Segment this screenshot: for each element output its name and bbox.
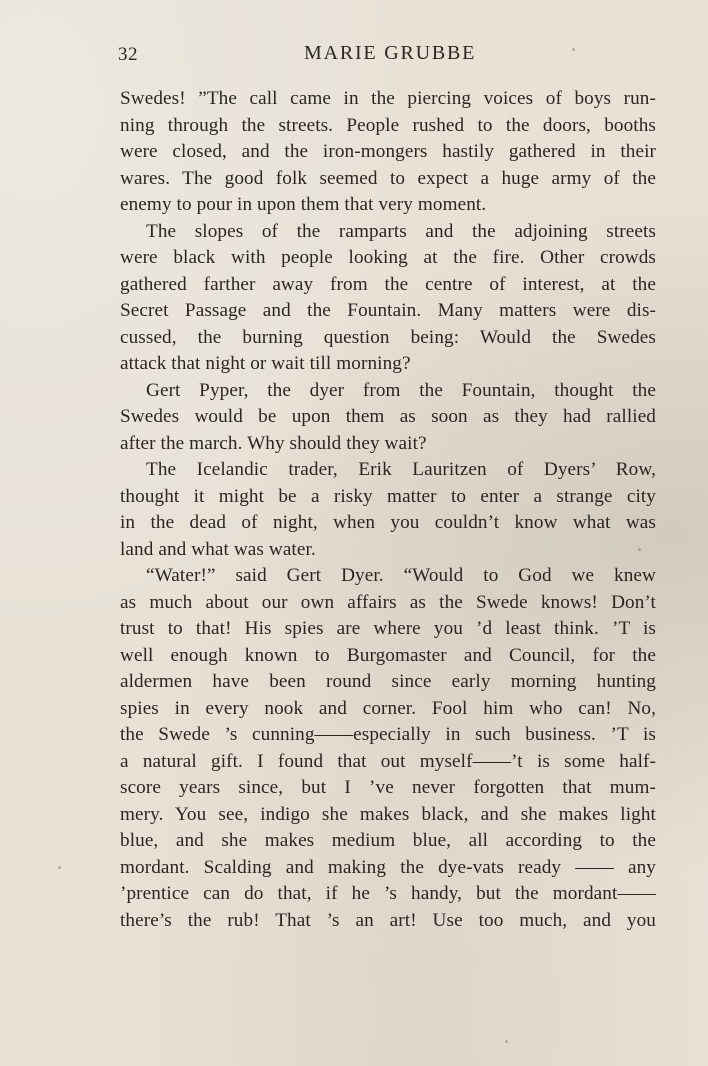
text-line: were black with people looking at the fire. Other crowds bbox=[120, 247, 656, 268]
text-line: The slopes of the ramparts and the adjoining streets bbox=[146, 220, 656, 242]
running-head bbox=[118, 40, 658, 70]
text-line: attack that night or wait till morning? bbox=[120, 353, 411, 374]
text-line: Secret Passage and the Fountain. Many matters were dis- bbox=[120, 300, 656, 321]
text-line: mery. You see, indigo she makes black, and she makes light bbox=[120, 803, 656, 825]
paper-speck bbox=[58, 866, 61, 869]
text-line: spies in every nook and corner. Fool him who can! No, bbox=[120, 697, 656, 719]
text-line: a natural gift. I found that out myself——’t is some half- bbox=[120, 750, 656, 772]
text-line: as much about our own affairs as the Swede knows! Don’t bbox=[120, 591, 656, 613]
text-line: after the march. Why should they wait? bbox=[120, 432, 427, 454]
text-line: blue, and she makes medium blue, all according to the bbox=[120, 830, 656, 851]
text-line: Swedes! ”The call came in the piercing voices of boys run- bbox=[120, 88, 656, 109]
text-line: enemy to pour in upon them that very moment. bbox=[120, 194, 487, 215]
text-line: Gert Pyper, the dyer from the Fountain, thought the bbox=[146, 379, 656, 401]
text-line: thought it might be a risky matter to enter a strange city bbox=[120, 485, 656, 507]
text-line: aldermen have been round since early morning hunting bbox=[120, 671, 656, 692]
text-line: land and what was water. bbox=[120, 538, 316, 560]
text-line: The Icelandic trader, Erik Lauritzen of Dyers’ Row, bbox=[146, 459, 656, 480]
text-line: score years since, but I ’ve never forgotten that mum- bbox=[120, 777, 656, 798]
body-text bbox=[120, 86, 656, 934]
text-line: in the dead of night, when you couldn’t know what was bbox=[120, 512, 656, 533]
text-line: ’prentice can do that, if he ’s handy, but the mordant—— bbox=[120, 883, 656, 904]
text-line: there’s the rub! That ’s an art! Use too much, and you bbox=[120, 909, 656, 931]
text-line: wares. The good folk seemed to expect a huge army of the bbox=[120, 167, 656, 189]
text-line: well enough known to Burgomaster and Council, for the bbox=[120, 644, 656, 666]
text-line: mordant. Scalding and making the dye-vats ready —— any bbox=[120, 856, 656, 878]
text-line: were closed, and the iron-mongers hastily gathered in their bbox=[120, 141, 656, 162]
text-line: cussed, the burning question being: Would the Swedes bbox=[120, 326, 656, 348]
text-line: ning through the streets. People rushed to the doors, booths bbox=[120, 114, 656, 136]
book-title: MARIE GRUBBE bbox=[304, 42, 477, 64]
text-line: Swedes would be upon them as soon as they had rallied bbox=[120, 406, 656, 427]
text-line: trust to that! His spies are where you ’d least think. ’T is bbox=[120, 618, 656, 639]
text-line: “Water!” said Gert Dyer. “Would to God we knew bbox=[146, 565, 656, 586]
paper-speck bbox=[638, 548, 641, 551]
paper-speck bbox=[572, 48, 575, 51]
page-number: 32 bbox=[118, 44, 138, 65]
paper-speck bbox=[505, 1040, 508, 1043]
text-line: the Swede ’s cunning——especially in such business. ’T is bbox=[120, 724, 656, 745]
text-line: gathered farther away from the centre of interest, at the bbox=[120, 273, 656, 295]
